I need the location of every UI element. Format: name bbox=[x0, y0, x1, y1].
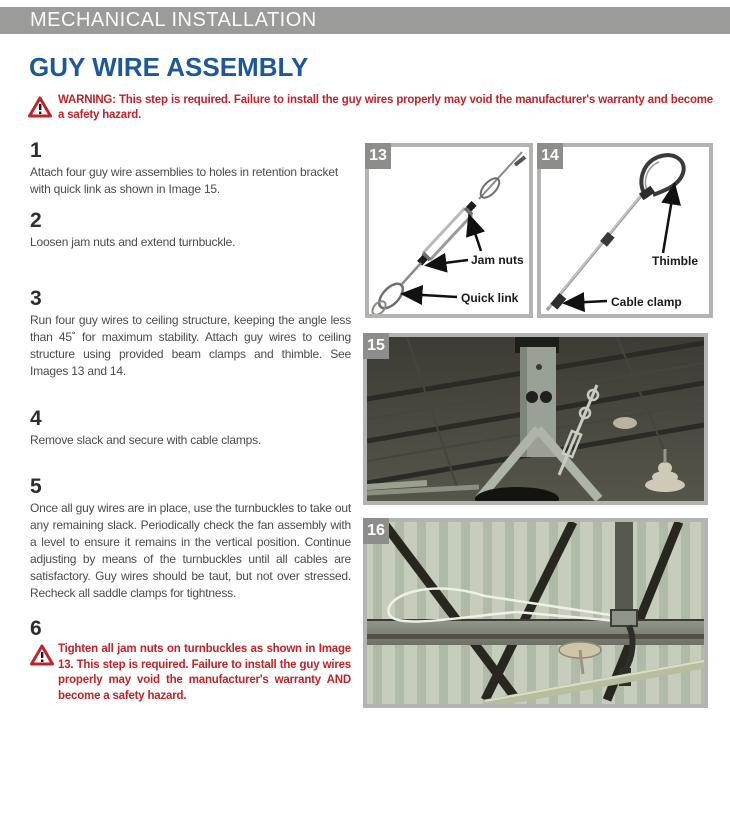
step-2-text: Loosen jam nuts and extend turnbuckle. bbox=[30, 235, 236, 249]
section-header-title: MECHANICAL INSTALLATION bbox=[30, 9, 317, 31]
figure-14-tag: 14 bbox=[537, 143, 563, 169]
step-3 bbox=[30, 289, 351, 380]
cable-clamp-label: Cable clamp bbox=[611, 295, 682, 309]
jam-nuts-arrow-upper bbox=[470, 218, 481, 251]
cable-clamp-callout bbox=[567, 295, 682, 309]
thimble-drawing bbox=[541, 147, 709, 314]
warning-triangle-icon bbox=[28, 96, 52, 118]
figure-15-tag: 15 bbox=[363, 333, 389, 359]
warning-body: This step is required. Failure to install the guy wires properly may void the manufacturer's warranty and become a safety hazard. bbox=[58, 94, 714, 121]
step-4-number: 4 bbox=[30, 407, 42, 430]
step-6 bbox=[30, 619, 351, 704]
thimble-callout bbox=[652, 187, 698, 268]
warning-triangle-icon bbox=[30, 644, 54, 666]
step-3-text: Run four guy wires to ceiling structure, keeping the angle less than 45˚ for maximum stability. Attach guy wires to ceiling structure using provided beam clamps and thimble. See Images 13 and 14. bbox=[30, 313, 351, 378]
figure-15 bbox=[363, 333, 708, 505]
figure-13 bbox=[365, 143, 533, 318]
step-1-number: 1 bbox=[30, 139, 42, 162]
step-5-text: Once all guy wires are in place, use the turnbuckles to take out any remaining slack. Periodically check the fan assembly with a level to ensure it remains in the vertical position. Continue adjusting by means of the turnbuckles until all cables are satisfactory. Guy wires should be taut, but not over stressed. Recheck all saddle clamps for tightness. bbox=[30, 501, 351, 600]
top-warning bbox=[28, 93, 713, 123]
step-1 bbox=[30, 141, 351, 198]
turnbuckle-drawing bbox=[369, 147, 529, 314]
thimble-arrow bbox=[663, 187, 674, 253]
step-5 bbox=[30, 477, 351, 602]
step-6-text: Tighten all jam nuts on turnbuckles as shown in Image 13. This step is required. Failure to install the guy wires properly may void the manufacturer's warranty AND become a safety hazard. bbox=[58, 643, 351, 702]
cable-clamp-arrow bbox=[567, 301, 607, 303]
figure-16 bbox=[363, 518, 708, 708]
step-4 bbox=[30, 409, 351, 449]
quick-link-label: Quick link bbox=[461, 291, 519, 305]
step-2 bbox=[30, 211, 351, 251]
top-warning-text bbox=[58, 93, 713, 123]
step-2-number: 2 bbox=[30, 209, 42, 232]
ceiling-deck-photo bbox=[367, 522, 704, 704]
jam-nuts-arrow-lower bbox=[429, 260, 468, 265]
jam-nuts-label: Jam nuts bbox=[471, 253, 524, 267]
step-1-text: Attach four guy wire assemblies to holes in retention bracket with quick link as shown in Image 15. bbox=[30, 165, 338, 196]
figure-13-tag: 13 bbox=[365, 143, 391, 169]
figure-14 bbox=[537, 143, 713, 318]
section-header-bar bbox=[0, 7, 730, 34]
fan-mount-photo bbox=[367, 337, 704, 501]
step-5-number: 5 bbox=[30, 475, 42, 498]
step-4-text: Remove slack and secure with cable clamps. bbox=[30, 433, 262, 447]
step-3-number: 3 bbox=[30, 287, 42, 310]
warning-label: WARNING: bbox=[58, 94, 116, 106]
step-6-warning bbox=[30, 642, 351, 704]
page-title: GUY WIRE ASSEMBLY bbox=[29, 52, 309, 82]
quick-link-arrow bbox=[405, 294, 457, 297]
jam-nuts-callout bbox=[429, 218, 524, 267]
quick-link-callout bbox=[405, 291, 519, 305]
step-6-number: 6 bbox=[30, 617, 42, 640]
figure-16-tag: 16 bbox=[363, 518, 389, 544]
thimble-label: Thimble bbox=[652, 254, 699, 268]
